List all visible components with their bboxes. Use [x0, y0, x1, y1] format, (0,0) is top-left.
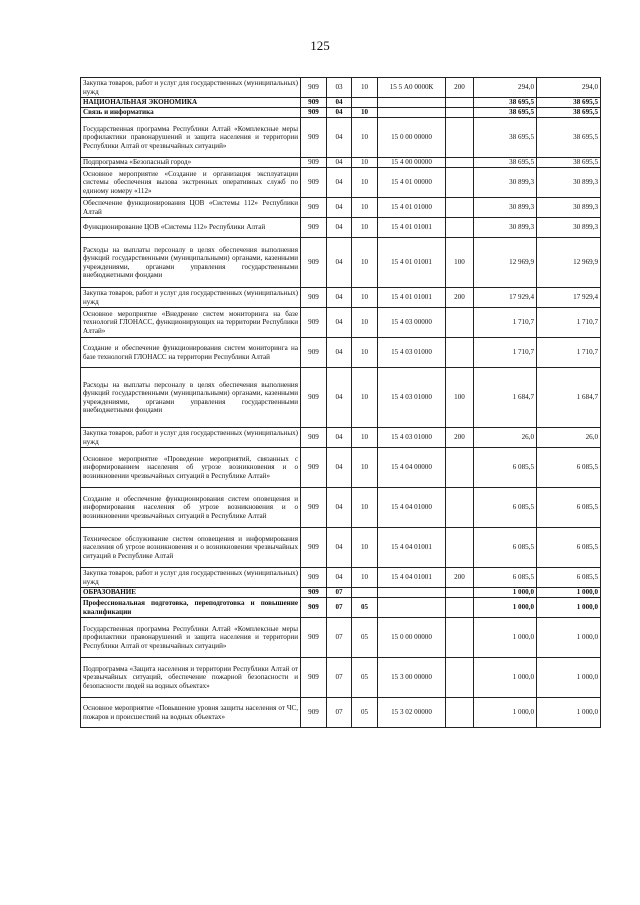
row-article-code-cell: 15 4 01 01000 [378, 198, 446, 218]
row-amount-year2-cell: 17 929,4 [537, 288, 601, 308]
table-row [81, 198, 601, 218]
row-expense-type-cell [446, 168, 474, 198]
row-subsection-code-cell: 10 [352, 488, 378, 528]
row-article-code-cell: 15 0 00 00000 [378, 618, 446, 658]
row-dept-code-cell: 909 [301, 288, 327, 308]
row-name-cell: Основное мероприятие «Внедрение систем мониторинга на базе технологий ГЛОНАСС, функционирующих на территории Республики Алтай» [81, 308, 301, 338]
row-section-code-cell: 04 [327, 568, 352, 588]
row-amount-year2-cell: 30 899,3 [537, 198, 601, 218]
row-amount-year2-cell: 38 695,5 [537, 108, 601, 118]
row-expense-type-cell [446, 118, 474, 158]
row-amount-year1-cell: 30 899,3 [474, 218, 537, 238]
row-dept-code-cell: 909 [301, 198, 327, 218]
row-name-cell: Закупка товаров, работ и услуг для государственных (муниципальных) нужд [81, 78, 301, 98]
row-expense-type-cell [446, 158, 474, 168]
row-dept-code-cell: 909 [301, 448, 327, 488]
row-section-code-cell: 07 [327, 698, 352, 728]
row-dept-code-cell: 909 [301, 118, 327, 158]
table-row [81, 588, 601, 598]
row-expense-type-cell [446, 338, 474, 368]
row-name-cell: Профессиональная подготовка, переподготовка и повышение квалификации [81, 598, 301, 618]
row-section-code-cell: 04 [327, 238, 352, 288]
row-expense-type-cell [446, 698, 474, 728]
table-row [81, 118, 601, 158]
table-row [81, 338, 601, 368]
row-section-code-cell: 04 [327, 528, 352, 568]
row-article-code-cell [378, 98, 446, 108]
row-name-cell: Создание и обеспечение функционирования систем оповещения и информирования населения об угрозе возникновения и о возникновении чрезвычайных ситуаций в Республике Алтай [81, 488, 301, 528]
page-number: 125 [310, 38, 330, 53]
table-row [81, 108, 601, 118]
budget-table-body [81, 78, 601, 728]
row-article-code-cell: 15 4 04 00000 [378, 448, 446, 488]
table-row [81, 698, 601, 728]
row-name-cell: Закупка товаров, работ и услуг для государственных (муниципальных) нужд [81, 288, 301, 308]
row-subsection-code-cell: 10 [352, 198, 378, 218]
table-row [81, 168, 601, 198]
row-section-code-cell: 04 [327, 428, 352, 448]
row-subsection-code-cell: 05 [352, 618, 378, 658]
row-subsection-code-cell: 10 [352, 308, 378, 338]
row-name-cell: Государственная программа Республики Алтай «Комплексные меры профилактики правонарушений и защита населения и территории Республики Алтай от чрезвычайных ситуаций» [81, 618, 301, 658]
row-subsection-code-cell: 10 [352, 288, 378, 308]
table-row [81, 618, 601, 658]
row-section-code-cell: 04 [327, 198, 352, 218]
row-subsection-code-cell: 10 [352, 428, 378, 448]
row-name-cell: Расходы на выплаты персоналу в целях обеспечения выполнения функций государственными (муниципальными) органами, казенными учреждениями, органами управления государственными внебюджетными фондами [81, 238, 301, 288]
row-expense-type-cell [446, 108, 474, 118]
row-name-cell: Основное мероприятие «Повышение уровня защиты населения от ЧС, пожаров и происшествий на водных объектах» [81, 698, 301, 728]
row-amount-year2-cell: 6 085,5 [537, 488, 601, 528]
row-name-cell: Закупка товаров, работ и услуг для государственных (муниципальных) нужд [81, 428, 301, 448]
row-expense-type-cell [446, 618, 474, 658]
row-section-code-cell: 03 [327, 78, 352, 98]
row-amount-year1-cell: 30 899,3 [474, 168, 537, 198]
row-amount-year1-cell: 1 710,7 [474, 308, 537, 338]
row-subsection-code-cell: 10 [352, 108, 378, 118]
row-subsection-code-cell: 10 [352, 78, 378, 98]
row-subsection-code-cell: 10 [352, 118, 378, 158]
row-amount-year2-cell: 1 000,0 [537, 588, 601, 598]
row-dept-code-cell: 909 [301, 108, 327, 118]
row-name-cell: Связь и информатика [81, 108, 301, 118]
row-expense-type-cell [446, 308, 474, 338]
row-article-code-cell [378, 108, 446, 118]
row-article-code-cell: 15 3 00 00000 [378, 658, 446, 698]
row-section-code-cell: 04 [327, 98, 352, 108]
row-section-code-cell: 04 [327, 338, 352, 368]
row-amount-year2-cell: 1 000,0 [537, 698, 601, 728]
row-subsection-code-cell: 10 [352, 368, 378, 428]
row-name-cell: Государственная программа Республики Алтай «Комплексные меры профилактики правонарушений и защита населения и территории Республики Алтай от чрезвычайных ситуаций» [81, 118, 301, 158]
row-amount-year1-cell: 6 085,5 [474, 568, 537, 588]
row-article-code-cell: 15 5 А0 0000К [378, 78, 446, 98]
table-row [81, 158, 601, 168]
row-expense-type-cell: 200 [446, 78, 474, 98]
row-amount-year1-cell: 1 000,0 [474, 598, 537, 618]
table-row [81, 568, 601, 588]
row-amount-year2-cell: 30 899,3 [537, 218, 601, 238]
row-section-code-cell: 04 [327, 168, 352, 198]
row-expense-type-cell: 200 [446, 428, 474, 448]
table-row [81, 98, 601, 108]
row-dept-code-cell: 909 [301, 218, 327, 238]
row-amount-year1-cell: 38 695,5 [474, 98, 537, 108]
row-amount-year2-cell: 38 695,5 [537, 158, 601, 168]
row-subsection-code-cell: 05 [352, 658, 378, 698]
table-row [81, 658, 601, 698]
row-name-cell: Техническое обслуживание систем оповещения и информирования населения об угрозе возникновения и о возникновении чрезвычайных ситуаций в Республике Алтай [81, 528, 301, 568]
row-expense-type-cell [446, 528, 474, 568]
row-article-code-cell: 15 4 01 00000 [378, 168, 446, 198]
row-subsection-code-cell: 10 [352, 158, 378, 168]
row-amount-year2-cell: 38 695,5 [537, 118, 601, 158]
row-amount-year1-cell: 1 684,7 [474, 368, 537, 428]
table-row [81, 598, 601, 618]
row-expense-type-cell: 200 [446, 288, 474, 308]
row-subsection-code-cell: 05 [352, 598, 378, 618]
row-dept-code-cell: 909 [301, 528, 327, 568]
row-name-cell: Подпрограмма «Безопасный город» [81, 158, 301, 168]
row-dept-code-cell: 909 [301, 568, 327, 588]
row-amount-year1-cell: 38 695,5 [474, 108, 537, 118]
row-amount-year1-cell: 1 000,0 [474, 658, 537, 698]
row-article-code-cell [378, 588, 446, 598]
row-amount-year2-cell: 1 710,7 [537, 308, 601, 338]
row-name-cell: Функционирование ЦОВ «Системы 112» Республики Алтай [81, 218, 301, 238]
row-article-code-cell: 15 4 01 01001 [378, 288, 446, 308]
row-subsection-code-cell: 10 [352, 338, 378, 368]
budget-table [80, 77, 601, 728]
row-article-code-cell: 15 4 04 01001 [378, 568, 446, 588]
row-amount-year2-cell: 1 710,7 [537, 338, 601, 368]
row-section-code-cell: 04 [327, 308, 352, 338]
row-name-cell: Создание и обеспечение функционирования систем мониторинга на базе технологий ГЛОНАСС на территории Республики Алтай [81, 338, 301, 368]
row-subsection-code-cell: 10 [352, 568, 378, 588]
row-amount-year2-cell: 38 695,5 [537, 98, 601, 108]
row-name-cell: НАЦИОНАЛЬНАЯ ЭКОНОМИКА [81, 98, 301, 108]
row-article-code-cell [378, 598, 446, 618]
row-section-code-cell: 04 [327, 448, 352, 488]
row-section-code-cell: 04 [327, 288, 352, 308]
row-dept-code-cell: 909 [301, 618, 327, 658]
row-name-cell: ОБРАЗОВАНИЕ [81, 588, 301, 598]
row-amount-year2-cell: 1 000,0 [537, 618, 601, 658]
row-expense-type-cell [446, 98, 474, 108]
table-row [81, 528, 601, 568]
row-subsection-code-cell: 05 [352, 698, 378, 728]
row-section-code-cell: 07 [327, 598, 352, 618]
row-subsection-code-cell: 10 [352, 218, 378, 238]
row-amount-year1-cell: 17 929,4 [474, 288, 537, 308]
row-expense-type-cell [446, 448, 474, 488]
row-section-code-cell: 04 [327, 218, 352, 238]
row-dept-code-cell: 909 [301, 338, 327, 368]
row-section-code-cell: 07 [327, 588, 352, 598]
row-amount-year1-cell: 38 695,5 [474, 158, 537, 168]
table-row [81, 218, 601, 238]
row-amount-year2-cell: 1 000,0 [537, 598, 601, 618]
row-article-code-cell: 15 4 04 01001 [378, 528, 446, 568]
row-dept-code-cell: 909 [301, 658, 327, 698]
row-expense-type-cell: 100 [446, 238, 474, 288]
row-subsection-code-cell [352, 98, 378, 108]
row-expense-type-cell [446, 198, 474, 218]
row-article-code-cell: 15 4 03 01000 [378, 338, 446, 368]
row-name-cell: Закупка товаров, работ и услуг для государственных (муниципальных) нужд [81, 568, 301, 588]
row-amount-year2-cell: 1 684,7 [537, 368, 601, 428]
row-name-cell: Основное мероприятие «Создание и организация эксплуатации системы обеспечения вызова экстренных оперативных служб по единому номеру «112» [81, 168, 301, 198]
row-dept-code-cell: 909 [301, 308, 327, 338]
row-amount-year1-cell: 6 085,5 [474, 488, 537, 528]
table-row [81, 78, 601, 98]
row-amount-year1-cell: 1 000,0 [474, 698, 537, 728]
row-section-code-cell: 04 [327, 368, 352, 428]
row-dept-code-cell: 909 [301, 428, 327, 448]
row-section-code-cell: 04 [327, 108, 352, 118]
row-dept-code-cell: 909 [301, 488, 327, 528]
row-article-code-cell: 15 4 01 01001 [378, 218, 446, 238]
row-amount-year1-cell: 1 000,0 [474, 618, 537, 658]
row-amount-year2-cell: 6 085,5 [537, 568, 601, 588]
row-amount-year2-cell: 294,0 [537, 78, 601, 98]
row-amount-year2-cell: 30 899,3 [537, 168, 601, 198]
row-amount-year1-cell: 1 710,7 [474, 338, 537, 368]
row-amount-year2-cell: 1 000,0 [537, 658, 601, 698]
row-expense-type-cell [446, 218, 474, 238]
table-row [81, 288, 601, 308]
row-subsection-code-cell [352, 588, 378, 598]
row-article-code-cell: 15 4 04 01000 [378, 488, 446, 528]
row-expense-type-cell: 100 [446, 368, 474, 428]
row-amount-year1-cell: 6 085,5 [474, 528, 537, 568]
row-dept-code-cell: 909 [301, 78, 327, 98]
table-row [81, 488, 601, 528]
row-dept-code-cell: 909 [301, 368, 327, 428]
row-amount-year1-cell: 38 695,5 [474, 118, 537, 158]
row-amount-year1-cell: 30 899,3 [474, 198, 537, 218]
row-section-code-cell: 07 [327, 618, 352, 658]
table-row [81, 448, 601, 488]
row-expense-type-cell [446, 658, 474, 698]
row-name-cell: Обеспечение функционирования ЦОВ «Системы 112» Республики Алтай [81, 198, 301, 218]
row-amount-year2-cell: 12 969,9 [537, 238, 601, 288]
table-row [81, 368, 601, 428]
row-amount-year1-cell: 12 969,9 [474, 238, 537, 288]
row-amount-year1-cell: 294,0 [474, 78, 537, 98]
row-article-code-cell: 15 4 00 00000 [378, 158, 446, 168]
row-dept-code-cell: 909 [301, 598, 327, 618]
table-row [81, 238, 601, 288]
row-amount-year1-cell: 26,0 [474, 428, 537, 448]
row-dept-code-cell: 909 [301, 238, 327, 288]
row-article-code-cell: 15 4 03 01000 [378, 368, 446, 428]
row-name-cell: Подпрограмма «Защита населения и территории Республики Алтай от чрезвычайных ситуаций, обеспечение пожарной безопасности и безопасности людей на водных объектах» [81, 658, 301, 698]
row-dept-code-cell: 909 [301, 98, 327, 108]
table-row [81, 308, 601, 338]
row-amount-year2-cell: 6 085,5 [537, 528, 601, 568]
row-article-code-cell: 15 4 01 01001 [378, 238, 446, 288]
row-article-code-cell: 15 0 00 00000 [378, 118, 446, 158]
row-name-cell: Основное мероприятие «Проведение мероприятий, связанных с информированием населения об угрозе возникновения и о возникновении чрезвычайных ситуаций в Республике Алтай» [81, 448, 301, 488]
row-dept-code-cell: 909 [301, 158, 327, 168]
row-dept-code-cell: 909 [301, 698, 327, 728]
row-expense-type-cell [446, 598, 474, 618]
row-expense-type-cell [446, 488, 474, 528]
row-dept-code-cell: 909 [301, 168, 327, 198]
row-subsection-code-cell: 10 [352, 528, 378, 568]
row-subsection-code-cell: 10 [352, 238, 378, 288]
row-section-code-cell: 04 [327, 488, 352, 528]
row-article-code-cell: 15 3 02 00000 [378, 698, 446, 728]
row-article-code-cell: 15 4 03 00000 [378, 308, 446, 338]
row-dept-code-cell: 909 [301, 588, 327, 598]
row-subsection-code-cell: 10 [352, 168, 378, 198]
row-expense-type-cell: 200 [446, 568, 474, 588]
row-section-code-cell: 04 [327, 118, 352, 158]
row-amount-year2-cell: 26,0 [537, 428, 601, 448]
row-amount-year1-cell: 1 000,0 [474, 588, 537, 598]
row-section-code-cell: 07 [327, 658, 352, 698]
row-expense-type-cell [446, 588, 474, 598]
row-subsection-code-cell: 10 [352, 448, 378, 488]
table-row [81, 428, 601, 448]
row-section-code-cell: 04 [327, 158, 352, 168]
row-amount-year2-cell: 6 085,5 [537, 448, 601, 488]
row-amount-year1-cell: 6 085,5 [474, 448, 537, 488]
row-name-cell: Расходы на выплаты персоналу в целях обеспечения выполнения функций государственными (муниципальными) органами, казенными учреждениями, органами управления государственными внебюджетными фондами [81, 368, 301, 428]
row-article-code-cell: 15 4 03 01000 [378, 428, 446, 448]
